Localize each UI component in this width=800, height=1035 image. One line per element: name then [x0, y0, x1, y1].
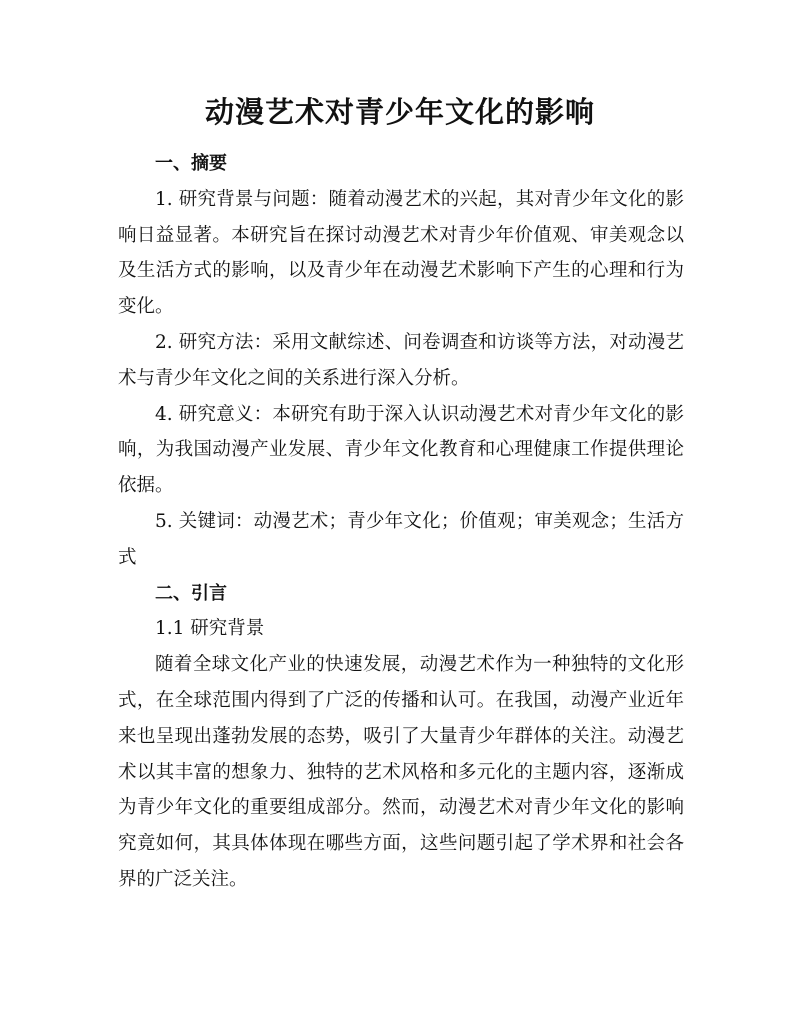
abstract-significance-paragraph: 4. 研究意义：本研究有助于深入认识动漫艺术对青少年文化的影响，为我国动漫产业发展、青少年文化教育和心理健康工作提供理论依据。: [118, 403, 684, 497]
document-title: 动漫艺术对青少年文化的影响: [204, 95, 595, 129]
abstract-keywords-paragraph: 5. 关键词：动漫艺术；青少年文化；价值观；审美观念；生活方式: [118, 510, 684, 568]
introduction-background-paragraph: 随着全球文化产业的快速发展，动漫艺术作为一种独特的文化形式，在全球范围内得到了广泛的传播和认可。在我国，动漫产业近年来也呈现出蓬勃发展的态势，吸引了大量青少年群体的关注。动漫艺术以其丰富的想象力、独特的艺术风格和多元化的主题内容，逐渐成为青少年文化的重要组成部分。然而，动漫艺术对青少年文化的影响究竟如何，其具体体现在哪些方面，这些问题引起了学术界和社会各界的广泛关注。: [118, 654, 684, 890]
subsection-heading-background: 1.1 研究背景: [155, 618, 265, 640]
section-heading-abstract: 一、摘要: [155, 153, 227, 174]
abstract-method-paragraph: 2. 研究方法：采用文献综述、问卷调查和访谈等方法，对动漫艺术与青少年文化之间的关系进行深入分析。: [118, 331, 684, 389]
document-body: [118, 146, 684, 898]
abstract-background-paragraph: 1. 研究背景与问题：随着动漫艺术的兴起，其对青少年文化的影响日益显著。本研究旨在探讨动漫艺术对青少年价值观、审美观念以及生活方式的影响，以及青少年在动漫艺术影响下产生的心理和行为变化。: [118, 188, 684, 318]
section-heading-introduction: 二、引言: [155, 582, 227, 604]
